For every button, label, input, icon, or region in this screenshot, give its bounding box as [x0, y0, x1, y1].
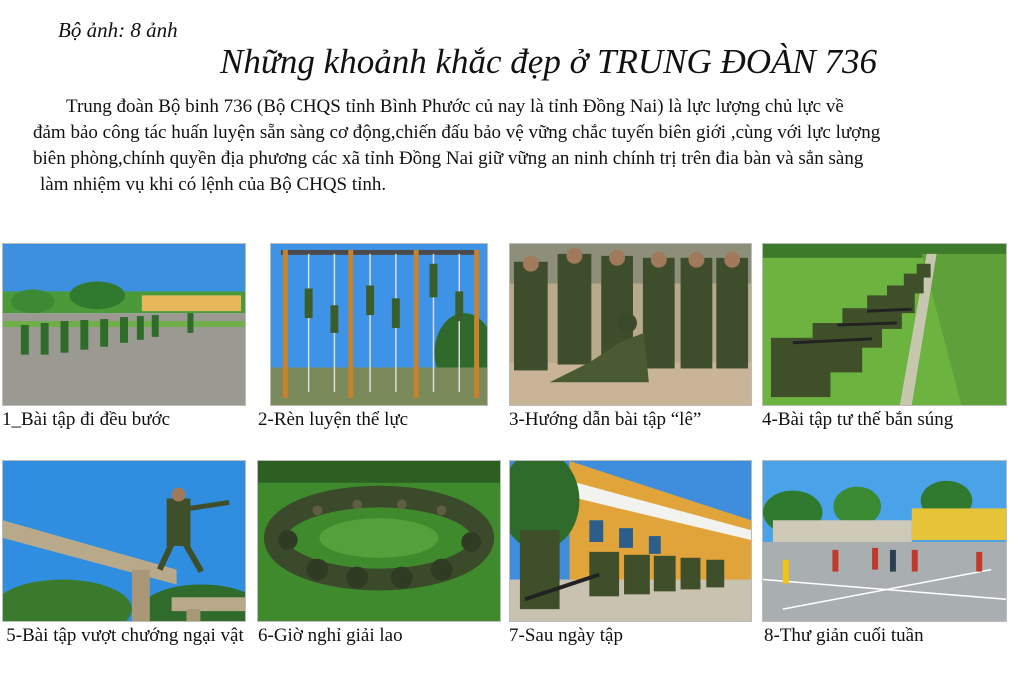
photo-caption: 7-Sau ngày tập — [509, 625, 623, 646]
photo-caption: 5-Bài tập vượt chướng ngại vật — [6, 625, 244, 646]
photo-bayonet-instruction — [509, 243, 752, 406]
photo-marching-drill — [2, 243, 246, 406]
intro-line: biên phòng,chính quyền địa phương các xã tỉnh Đồng Nai giữ vững an ninh chính trị trên đia bàn và sẳn sàng — [33, 148, 864, 169]
photo-caption: 4-Bài tập tư thế bắn súng — [762, 409, 954, 430]
photo-caption: 8-Thư giản cuối tuần — [764, 625, 924, 646]
photo-weekend-relaxation — [762, 460, 1007, 622]
photo-caption: 3-Hướng dẫn bài tập “lê” — [509, 409, 702, 430]
intro-line: Trung đoàn Bộ binh 736 (Bộ CHQS tỉnh Bình Phước củ nay là tỉnh Đồng Nai) là lực lượng chủ lực về — [66, 96, 844, 117]
photo-caption: 6-Giờ nghỉ giải lao — [258, 625, 403, 646]
photo-obstacle-course — [2, 460, 246, 622]
photo-after-training — [509, 460, 752, 622]
intro-line: đảm bảo công tác huấn luyện sẵn sàng cơ động,chiến đấu bảo vệ vững chắc tuyến biên giới ,cùng với lực lượng — [33, 122, 881, 143]
intro-line: làm nhiệm vụ khi có lệnh của Bộ CHQS tỉnh. — [40, 174, 387, 195]
photo-caption: 2-Rèn luyện thể lực — [258, 409, 409, 430]
photo-break-time — [257, 460, 501, 622]
album-count: Bộ ảnh: 8 ảnh — [58, 18, 178, 42]
photo-caption: 1_Bài tập đi đều bước — [2, 409, 171, 430]
photo-physical-training — [270, 243, 488, 406]
photo-shooting-posture — [762, 243, 1007, 406]
page-title: Những khoảnh khắc đẹp ở TRUNG ĐOÀN 736 — [220, 42, 878, 81]
